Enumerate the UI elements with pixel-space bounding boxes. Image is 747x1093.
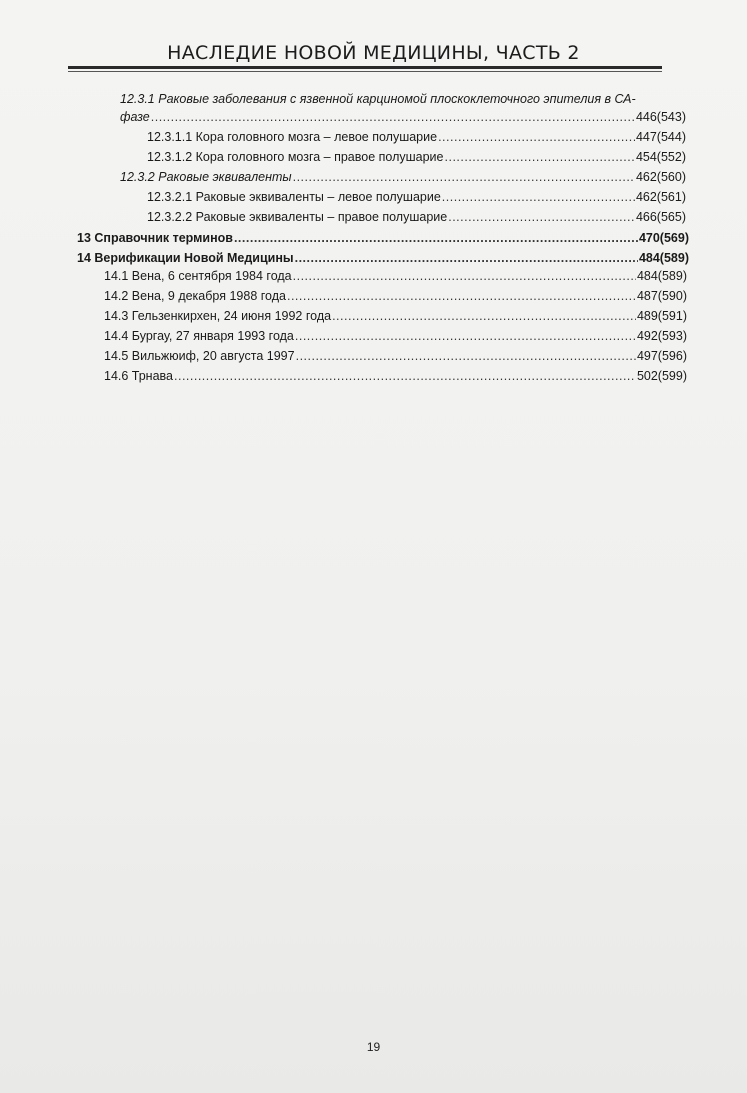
toc-leader-dots: [151, 109, 635, 125]
toc-entry-14-4[interactable]: [104, 328, 687, 344]
toc-entry-12-3-2[interactable]: [120, 169, 686, 185]
toc-leader-dots: [296, 348, 636, 364]
toc-page-number: 497(596): [636, 349, 687, 363]
toc-page-number: 484(589): [636, 269, 687, 283]
toc-entry-label: 14 Верификации Новой Медицины: [77, 251, 294, 265]
running-header-title: НАСЛЕДИЕ НОВОЙ МЕДИЦИНЫ, ЧАСТЬ 2: [167, 42, 580, 64]
toc-leader-dots: [445, 149, 635, 165]
header-rule-thin: [68, 71, 662, 72]
toc-leader-dots: [293, 169, 635, 185]
toc-entry-label: 12.3.1.2 Кора головного мозга – правое полушарие: [147, 150, 444, 164]
toc-leader-dots: [295, 328, 636, 344]
toc-entry-12-3-1-1[interactable]: [147, 129, 686, 145]
toc-entry-label: 13 Справочник терминов: [77, 231, 233, 245]
toc-entry-label: 14.4 Бургау, 27 января 1993 года: [104, 329, 294, 343]
toc-leader-dots: [295, 250, 638, 266]
toc-entry-label: фазе: [120, 110, 150, 124]
page-number: 19: [366, 1040, 381, 1054]
toc-leader-dots: [448, 209, 635, 225]
toc-page-number: 462(561): [635, 190, 686, 204]
toc-leader-dots: [234, 230, 638, 246]
header-rule: [68, 66, 662, 69]
toc-page-number: 489(591): [636, 309, 687, 323]
toc-entry-14-3[interactable]: [104, 308, 687, 324]
toc-entry-label: 14.1 Вена, 6 сентября 1984 года: [104, 269, 292, 283]
toc-entry-label: 12.3.2.1 Раковые эквиваленты – левое полушарие: [147, 190, 441, 204]
toc-entry-label: 14.2 Вена, 9 декабря 1988 года: [104, 289, 286, 303]
toc-leader-dots: [287, 288, 636, 304]
toc-page-number: 466(565): [635, 210, 686, 224]
toc-entry-label: 12.3.1.1 Кора головного мозга – левое полушарие: [147, 130, 438, 144]
toc-entry-14[interactable]: [77, 250, 689, 266]
toc-entry-label: 14.6 Трнава: [104, 369, 173, 383]
toc-leader-dots: [174, 368, 636, 384]
toc-entry-14-5[interactable]: [104, 348, 687, 364]
toc-page-number: 492(593): [636, 329, 687, 343]
toc-page-number: 502(599): [636, 369, 687, 383]
toc-entry-label: 14.5 Вильжюиф, 20 августа 1997: [104, 349, 295, 363]
toc-entry-12-3-1-line1[interactable]: [120, 91, 636, 107]
toc-entry-label: 12.3.2 Раковые эквиваленты: [120, 170, 292, 184]
toc-entry-label: 12.3.2.2 Раковые эквиваленты – правое полушарие: [147, 210, 448, 224]
toc-entry-14-6[interactable]: [104, 368, 687, 384]
toc-page-number: 484(589): [638, 251, 689, 265]
toc-page-number: 462(560): [635, 170, 686, 184]
toc-entry-12-3-1[interactable]: [120, 109, 686, 125]
toc-page-number: 470(569): [638, 231, 689, 245]
toc-leader-dots: [332, 308, 636, 324]
toc-entry-label: 12.3.1 Раковые заболевания с язвенной карциномой плоскоклеточного эпителия в СА-: [120, 92, 636, 106]
toc-leader-dots: [442, 189, 635, 205]
toc-entry-13[interactable]: [77, 230, 689, 246]
toc-entry-14-1[interactable]: [104, 268, 687, 284]
toc-entry-12-3-2-2[interactable]: [147, 209, 686, 225]
toc-page-number: 454(552): [635, 150, 686, 164]
toc-entry-label: 14.3 Гельзенкирхен, 24 июня 1992 года: [104, 309, 332, 323]
toc-page-number: 487(590): [636, 289, 687, 303]
toc-entry-12-3-2-1[interactable]: [147, 189, 686, 205]
toc-leader-dots: [438, 129, 635, 145]
toc-entry-12-3-1-2[interactable]: [147, 149, 686, 165]
toc-page-number: 446(543): [635, 110, 686, 124]
toc-entry-14-2[interactable]: [104, 288, 687, 304]
toc-page-number: 447(544): [635, 130, 686, 144]
toc-leader-dots: [293, 268, 636, 284]
